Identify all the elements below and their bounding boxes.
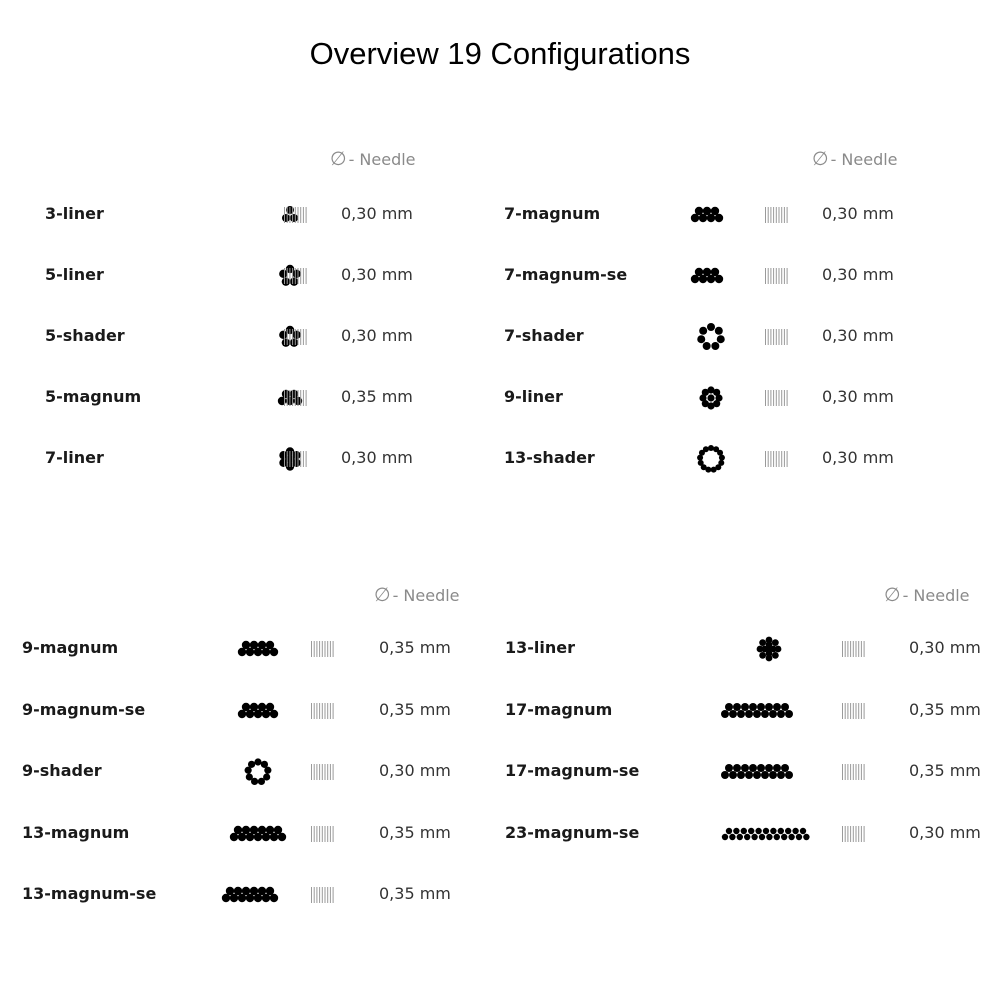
- configuration-name: 7-magnum-se: [504, 265, 628, 284]
- diameter-icon: ∅: [884, 584, 901, 606]
- configuration-name: 9-liner: [504, 387, 563, 406]
- needle-dot: [759, 652, 766, 659]
- needle-dot: [722, 833, 728, 839]
- needle-dot: [761, 710, 769, 718]
- needle-dot: [733, 703, 741, 711]
- diameter-icon: ∅: [812, 148, 829, 170]
- needle-lines-icon: [841, 763, 867, 781]
- needle-dot: [246, 709, 254, 717]
- needle-dot: [262, 894, 270, 902]
- needle-header-label: - Needle: [830, 149, 898, 169]
- needle-size: 0,35 mm: [379, 699, 451, 719]
- needle-dot: [702, 389, 709, 396]
- needle-dot: [262, 832, 270, 840]
- needle-dot: [729, 710, 737, 718]
- needle-dot: [699, 327, 707, 335]
- configuration-row: [45, 444, 431, 474]
- needle-dot: [763, 827, 769, 833]
- needle-dot: [721, 710, 729, 718]
- configuration-row: [45, 261, 431, 291]
- needle-dot: [765, 703, 773, 711]
- needle-size: 0,35 mm: [341, 387, 413, 406]
- configuration-name: 9-magnum: [22, 638, 119, 657]
- configuration-name: 3-liner: [45, 204, 104, 223]
- needle-dot: [725, 764, 733, 772]
- needle-lines-icon: [283, 389, 309, 407]
- needle-dot: [703, 342, 711, 350]
- needle-lines-icon: [283, 267, 309, 285]
- needle-size: 0,35 mm: [379, 822, 451, 842]
- needle-dot: [749, 703, 757, 711]
- needle-dot: [238, 709, 246, 717]
- needle-dot: [270, 709, 278, 717]
- needle-lines-icon: [764, 267, 790, 285]
- needle-dot: [698, 460, 704, 466]
- configuration-name: 7-liner: [45, 448, 104, 467]
- configuration-row: [504, 444, 912, 474]
- diameter-icon: ∅: [374, 584, 391, 606]
- needle-dot: [230, 832, 238, 840]
- needle-dot: [751, 833, 757, 839]
- needle-lines-icon: [283, 328, 309, 346]
- needle-dot: [254, 758, 261, 765]
- needle-dot: [759, 639, 766, 646]
- 13-magnum-row-icon: [210, 819, 306, 849]
- configuration-name: 5-magnum: [45, 387, 142, 406]
- needle-lines-icon: [310, 640, 336, 658]
- needle-dot: [254, 832, 262, 840]
- 9-shader-ring-icon: [210, 757, 306, 787]
- needle-dot: [707, 323, 715, 331]
- needle-dot: [717, 335, 725, 343]
- needle-size: 0,35 mm: [379, 884, 451, 903]
- needle-dot: [753, 771, 761, 779]
- needle-dot: [800, 827, 806, 833]
- needle-dot: [772, 639, 779, 646]
- needle-diameter-header: [812, 148, 898, 170]
- 17-magnum-row-icon: [721, 696, 817, 726]
- needle-size: 0,30 mm: [822, 204, 894, 223]
- needle-dot: [254, 894, 262, 902]
- needle-size: 0,30 mm: [909, 822, 981, 842]
- needle-dot: [703, 446, 709, 452]
- configuration-row: [22, 634, 469, 664]
- needle-dot: [781, 833, 787, 839]
- configuration-row: [505, 757, 999, 787]
- needle-dot: [715, 327, 723, 335]
- needle-dot: [744, 833, 750, 839]
- needle-dot: [707, 275, 715, 283]
- needle-diameter-header: [884, 584, 970, 606]
- needle-lines-icon: [764, 450, 790, 468]
- needle-dot: [230, 894, 238, 902]
- needle-dot: [753, 710, 761, 718]
- needle-dot: [741, 703, 749, 711]
- 5-liner-cluster-icon: [233, 261, 329, 291]
- 13-magnum-se-row-icon: [210, 880, 306, 910]
- needle-dot: [755, 827, 761, 833]
- needle-dot: [774, 833, 780, 839]
- needle-dot: [697, 335, 705, 343]
- needle-dot: [246, 773, 253, 780]
- configuration-name: 9-shader: [22, 761, 102, 780]
- configuration-row: [22, 696, 469, 726]
- configuration-name: 17-magnum: [505, 699, 613, 719]
- 17-magnum-se-row-icon: [721, 757, 817, 787]
- needle-dot: [270, 648, 278, 656]
- needle-dot: [238, 894, 246, 902]
- needle-dot: [766, 833, 772, 839]
- needle-dot: [278, 832, 286, 840]
- configuration-name: 13-shader: [504, 448, 595, 467]
- needle-dot: [264, 767, 271, 774]
- needle-lines-icon: [310, 886, 336, 904]
- needle-lines-icon: [283, 450, 309, 468]
- configuration-name: 13-liner: [505, 638, 576, 657]
- needle-dot: [733, 764, 741, 772]
- needle-dot: [262, 709, 270, 717]
- needle-dot: [777, 771, 785, 779]
- needle-dot: [246, 648, 254, 656]
- needle-dot: [262, 648, 270, 656]
- needle-dot: [715, 214, 723, 222]
- configuration-name: 23-magnum-se: [505, 822, 640, 842]
- needle-dot: [270, 894, 278, 902]
- needle-size: 0,30 mm: [379, 761, 451, 780]
- needle-dot: [270, 832, 278, 840]
- configuration-row: [505, 696, 999, 726]
- needle-size: 0,30 mm: [341, 204, 413, 223]
- needle-dot: [699, 214, 707, 222]
- 5-magnum-row-icon: [233, 383, 329, 413]
- needle-dot: [737, 833, 743, 839]
- needle-dot: [691, 275, 699, 283]
- needle-lines-icon: [764, 328, 790, 346]
- needle-size: 0,35 mm: [909, 761, 981, 780]
- needle-dot: [726, 827, 732, 833]
- needle-dot: [248, 761, 255, 768]
- needle-dot: [721, 771, 729, 779]
- needle-dot: [770, 827, 776, 833]
- 5-shader-cluster-icon: [233, 322, 329, 352]
- configuration-row: [45, 200, 431, 230]
- configuration-row: [505, 819, 999, 849]
- needle-dot: [729, 833, 735, 839]
- needle-dot: [781, 703, 789, 711]
- needle-dot: [757, 703, 765, 711]
- configuration-name: 13-magnum: [22, 822, 130, 842]
- configuration-row: [504, 383, 912, 413]
- needle-dot: [773, 764, 781, 772]
- needle-dot: [719, 455, 725, 461]
- configuration-row: [22, 819, 469, 849]
- needle-dot: [741, 764, 749, 772]
- needle-dot: [766, 646, 773, 653]
- needle-dot: [788, 833, 794, 839]
- needle-size: 0,30 mm: [341, 448, 413, 467]
- needle-dot: [737, 710, 745, 718]
- diameter-icon: ∅: [330, 148, 347, 170]
- needle-dot: [773, 703, 781, 711]
- needle-dot: [707, 214, 715, 222]
- configuration-name: 5-liner: [45, 265, 104, 284]
- needle-dot: [238, 832, 246, 840]
- needle-dot: [749, 764, 757, 772]
- needle-dot: [725, 703, 733, 711]
- needle-size: 0,30 mm: [341, 265, 413, 284]
- configuration-name: 7-shader: [504, 326, 584, 345]
- needle-dot: [796, 833, 802, 839]
- needle-dot: [729, 771, 737, 779]
- configuration-name: 9-magnum-se: [22, 699, 146, 719]
- needle-dot: [238, 648, 246, 656]
- needle-size: 0,30 mm: [822, 265, 894, 284]
- configuration-row: [505, 634, 999, 664]
- needle-dot: [708, 445, 714, 451]
- needle-dot: [707, 394, 714, 401]
- configuration-row: [45, 322, 431, 352]
- needle-dot: [748, 827, 754, 833]
- needle-dot: [737, 771, 745, 779]
- configuration-name: 13-magnum-se: [22, 884, 157, 903]
- needle-lines-icon: [310, 702, 336, 720]
- needle-dot: [765, 764, 773, 772]
- needle-dot: [759, 833, 765, 839]
- needle-dot: [785, 827, 791, 833]
- needle-size: 0,30 mm: [341, 326, 413, 345]
- configuration-row: [22, 757, 469, 787]
- configuration-name: 17-magnum-se: [505, 761, 640, 780]
- needle-lines-icon: [283, 206, 309, 224]
- needle-dot: [254, 648, 262, 656]
- needle-dot: [785, 771, 793, 779]
- needle-dot: [792, 827, 798, 833]
- needle-dot: [254, 709, 262, 717]
- needle-dot: [711, 467, 717, 473]
- needle-dot: [761, 771, 769, 779]
- needle-dot: [222, 894, 230, 902]
- needle-size: 0,30 mm: [909, 638, 981, 657]
- 13-liner-cluster-icon: [721, 634, 817, 664]
- needle-size: 0,35 mm: [909, 699, 981, 719]
- needle-dot: [711, 342, 719, 350]
- needle-header-label: - Needle: [902, 585, 970, 605]
- needle-size: 0,30 mm: [822, 448, 894, 467]
- configuration-row: [504, 261, 912, 291]
- needle-dot: [769, 710, 777, 718]
- needle-dot: [246, 894, 254, 902]
- needle-dot: [803, 833, 809, 839]
- needle-dot: [691, 214, 699, 222]
- needle-dot: [772, 652, 779, 659]
- needle-size: 0,30 mm: [822, 326, 894, 345]
- needle-dot: [733, 827, 739, 833]
- needle-lines-icon: [841, 825, 867, 843]
- needle-dot: [781, 764, 789, 772]
- configuration-row: [504, 322, 912, 352]
- needle-dot: [777, 710, 785, 718]
- page-title: Overview 19 Configurations: [309, 36, 691, 71]
- needle-dot: [258, 778, 265, 785]
- needle-lines-icon: [764, 206, 790, 224]
- needle-dot: [741, 827, 747, 833]
- needle-lines-icon: [764, 389, 790, 407]
- configuration-row: [45, 383, 431, 413]
- needle-dot: [778, 827, 784, 833]
- needle-lines-icon: [310, 825, 336, 843]
- needle-size: 0,30 mm: [822, 387, 894, 406]
- needle-dot: [785, 710, 793, 718]
- configuration-name: 7-magnum: [504, 204, 601, 223]
- 9-magnum-row-icon: [210, 634, 306, 664]
- 3-liner-cluster-icon: [233, 200, 329, 230]
- 9-magnum-se-row-icon: [210, 696, 306, 726]
- needle-dot: [757, 764, 765, 772]
- needle-dot: [745, 710, 753, 718]
- 23-magnum-se-row-icon: [721, 819, 817, 849]
- needle-dot: [769, 771, 777, 779]
- needle-dot: [715, 275, 723, 283]
- needle-size: 0,35 mm: [379, 638, 451, 657]
- needle-dot: [699, 275, 707, 283]
- needle-lines-icon: [841, 702, 867, 720]
- needle-dot: [745, 771, 753, 779]
- 7-liner-cluster-icon: [233, 444, 329, 474]
- configuration-row: [504, 200, 912, 230]
- needle-lines-icon: [310, 763, 336, 781]
- needle-lines-icon: [841, 640, 867, 658]
- needle-dot: [246, 832, 254, 840]
- needle-header-label: - Needle: [348, 149, 416, 169]
- needle-diameter-header: [330, 148, 416, 170]
- needle-diameter-header: [374, 584, 460, 606]
- configuration-name: 5-shader: [45, 326, 125, 345]
- configuration-row: [22, 880, 469, 910]
- needle-header-label: - Needle: [392, 585, 460, 605]
